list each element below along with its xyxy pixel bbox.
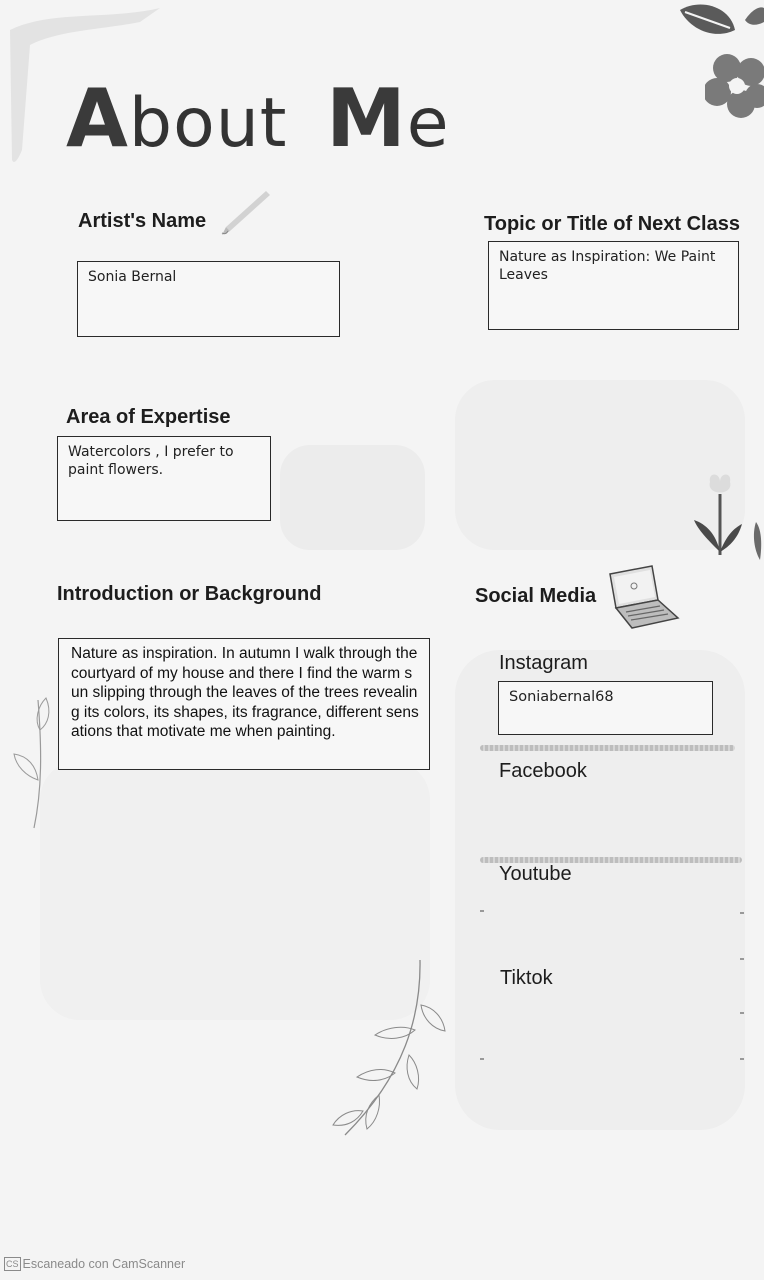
facebook-label: Facebook xyxy=(499,760,587,782)
instagram-label: Instagram xyxy=(499,652,588,674)
branch-icon xyxy=(325,955,455,1140)
intro-field[interactable]: Nature as inspiration. In autumn I walk through the courtyard of my house and there I find the warm sun slipping through the leaves of the trees revealing its colors, its shapes, its fragrance, different sensations that motivate me when painting. xyxy=(58,638,430,770)
topic-label: Topic or Title of Next Class xyxy=(484,213,740,235)
scan-dot xyxy=(740,958,744,960)
branch-icon xyxy=(8,690,64,830)
decor-blob xyxy=(280,445,425,550)
instagram-field[interactable]: Soniabernal68 xyxy=(498,681,713,735)
flower-icon xyxy=(705,50,764,120)
intro-label: Introduction or Background xyxy=(57,583,322,605)
page-title xyxy=(66,72,450,165)
artist-name-field[interactable]: Sonia Bernal xyxy=(77,261,340,337)
tiktok-label: Tiktok xyxy=(500,967,553,989)
expertise-label: Area of Expertise xyxy=(66,406,231,428)
camscanner-text: Escaneado con CamScanner xyxy=(22,1257,186,1271)
title-initial-a: A xyxy=(66,72,129,165)
divider xyxy=(480,745,735,751)
title-rest-about: bout xyxy=(128,84,288,163)
topic-field[interactable]: Nature as Inspiration: We Paint Leaves xyxy=(488,241,739,330)
laptop-icon xyxy=(604,562,680,632)
scan-dot xyxy=(740,1012,744,1014)
title-initial-m: M xyxy=(326,72,407,165)
expertise-field[interactable]: Watercolors , I prefer to paint flowers. xyxy=(57,436,271,521)
social-media-label: Social Media xyxy=(475,585,597,607)
scan-dot xyxy=(740,1058,744,1060)
pencil-icon xyxy=(218,185,274,240)
leaf-icon xyxy=(675,0,764,50)
artist-name-label: Artist's Name xyxy=(78,210,207,232)
youtube-label: Youtube xyxy=(499,863,572,885)
title-rest-me: e xyxy=(406,84,450,163)
scan-dot xyxy=(740,912,744,914)
scanner-watermark xyxy=(4,1257,185,1271)
tulip-icon xyxy=(690,470,764,565)
scan-dot xyxy=(480,1058,484,1060)
scan-dot xyxy=(480,910,484,912)
camscanner-badge: CS xyxy=(6,1259,19,1269)
